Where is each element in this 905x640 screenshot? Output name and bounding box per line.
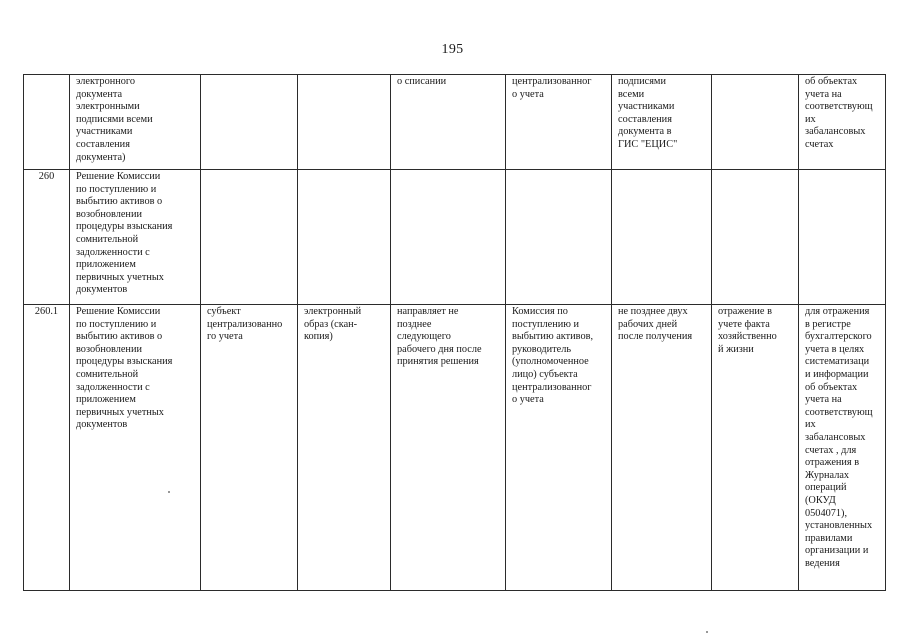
scan-speck (168, 491, 170, 493)
table-cell-col-8 (712, 170, 799, 305)
cell-text-line: направляет не (397, 306, 459, 317)
cell-text-line: следующего (397, 331, 451, 343)
cell-text-line: забалансовых (805, 431, 866, 443)
document-table (23, 74, 886, 591)
table-cell-col-2 (70, 75, 201, 170)
cell-text-line: образ (скан- (304, 318, 358, 330)
cell-text-line: руководитель (512, 343, 572, 355)
cell-text-line: поступлению и (512, 318, 580, 330)
table-cell-col-7 (612, 75, 712, 170)
cell-text-line: участниками (618, 101, 675, 113)
cell-text-line: соответствующ (805, 101, 873, 113)
cell-text-line: (ОКУД (805, 494, 836, 506)
cell-text-line: составления (618, 113, 672, 125)
cell-text-line: составления (76, 138, 130, 150)
cell-text-line: правилами (805, 532, 853, 544)
cell-text-line: принятия решения (397, 356, 479, 368)
table-cell-col-6 (506, 170, 612, 305)
cell-text-line: го учета (207, 331, 243, 343)
cell-text-line: централизованног (512, 381, 592, 393)
cell-text-line: документов (76, 419, 128, 431)
cell-text-line: документа в (618, 126, 672, 138)
cell-text-line: счетах (805, 138, 834, 150)
cell-text-line: выбытию активов о (76, 196, 163, 208)
table-row-continued (24, 75, 886, 170)
cell-text-line: о учета (512, 88, 544, 100)
cell-text-line: сомнительной (76, 233, 139, 245)
cell-text-line: Журналах (805, 469, 850, 481)
cell-text-line: организации и (805, 545, 869, 557)
row-number-cell: 260 (24, 170, 70, 305)
table-cell-col-6 (506, 305, 612, 591)
row-number-cell: 260.1 (24, 305, 70, 591)
table-cell-col-3 (201, 75, 298, 170)
cell-text-line: Решение Комиссии (76, 171, 161, 182)
cell-text-line: учете факта (718, 318, 770, 330)
cell-text-line: отражение в (718, 306, 772, 317)
cell-text-line: возобновлении (76, 343, 142, 355)
cell-text-line: подписями (618, 76, 666, 87)
cell-text-line: по поступлению и (76, 318, 157, 330)
cell-text-line: операций (805, 482, 847, 494)
cell-text-line: документов (76, 284, 128, 296)
cell-text-line: электронного (76, 76, 136, 87)
cell-text-line: их (805, 113, 816, 125)
cell-text-line: 0504071), (805, 507, 848, 519)
table-cell-col-9 (799, 305, 886, 591)
cell-text-line: рабочего дня после (397, 343, 482, 355)
cell-text-line: ведения (805, 557, 840, 569)
cell-text-line: об объектах (805, 76, 858, 87)
cell-text-line: первичных учетных (76, 406, 164, 418)
cell-text-line: приложением (76, 394, 136, 406)
cell-text-line: позднее (397, 318, 432, 330)
cell-text-line: хозяйственно (718, 331, 777, 343)
table-cell-col-5 (391, 305, 506, 591)
cell-text-line: систематизаци (805, 356, 870, 368)
cell-text-line: й жизни (718, 343, 754, 355)
cell-text-line: возобновлении (76, 208, 142, 220)
cell-text-line: установленных (805, 520, 873, 532)
table-cell-col-6 (506, 75, 612, 170)
cell-text-line: бухгалтерского (805, 331, 872, 343)
cell-text-line: участниками (76, 126, 133, 138)
table-cell-col-4 (298, 75, 391, 170)
cell-text-line: Решение Комиссии (76, 306, 161, 317)
cell-text-line: электронными (76, 101, 140, 113)
cell-text-line: всеми (618, 88, 645, 100)
table-row-260 (24, 170, 886, 305)
cell-text-line: документа) (76, 151, 126, 163)
table-cell-col-8 (712, 75, 799, 170)
cell-text-line: учета на (805, 394, 842, 406)
row-number-cell (24, 75, 70, 170)
cell-text-line: по поступлению и (76, 183, 157, 195)
table-body (24, 75, 886, 591)
page-number: 195 (441, 42, 464, 57)
table-cell-col-7 (612, 170, 712, 305)
cell-text-line: не позднее двух (618, 306, 688, 317)
cell-text-line: учета на (805, 88, 842, 100)
cell-text-line: субъект (207, 306, 241, 317)
cell-text-line: лицо) субъекта (512, 368, 578, 380)
cell-text-line: выбытию активов, (512, 331, 594, 343)
cell-text-line: копия) (304, 331, 333, 343)
table-cell-col-7 (612, 305, 712, 591)
cell-text-line: учета в целях (805, 343, 865, 355)
table-cell-col-3 (201, 170, 298, 305)
table-cell-col-9 (799, 170, 886, 305)
cell-text-line: документа (76, 88, 123, 100)
cell-text-line: задолженности с (76, 381, 150, 393)
cell-text-line: забалансовых (805, 126, 866, 138)
table-cell-col-5 (391, 75, 506, 170)
cell-text-line: Комиссия по (512, 306, 568, 317)
table-cell-col-9 (799, 75, 886, 170)
cell-text-line: после получения (618, 331, 693, 343)
table-cell-col-2 (70, 305, 201, 591)
table-cell-col-4 (298, 305, 391, 591)
cell-text-line: отражения в (805, 457, 860, 469)
cell-text-line: подписями всеми (76, 113, 153, 125)
cell-text-line: выбытию активов о (76, 331, 163, 343)
scan-speck (706, 631, 708, 633)
cell-text-line: электронный (304, 306, 362, 317)
table-row-260-1 (24, 305, 886, 591)
cell-text-line: ГИС "ЕЦИС" (618, 138, 678, 150)
cell-text-line: и информации (805, 368, 869, 380)
cell-text-line: задолженности с (76, 246, 150, 258)
cell-text-line: централизованног (512, 76, 592, 87)
cell-text-line: в регистре (805, 318, 851, 330)
table-cell-col-8 (712, 305, 799, 591)
table-cell-col-4 (298, 170, 391, 305)
cell-text-line: рабочих дней (618, 318, 678, 330)
cell-text-line: централизованно (207, 318, 283, 330)
cell-text-line: об объектах (805, 381, 858, 393)
cell-text-line: соответствующ (805, 406, 873, 418)
cell-text-line: процедуры взыскания (76, 221, 173, 233)
cell-text-line: (уполномоченное (512, 356, 589, 368)
cell-text-line: их (805, 419, 816, 431)
cell-text-line: для отражения (805, 306, 870, 317)
table-cell-col-5 (391, 170, 506, 305)
cell-text-line: о списании (397, 76, 447, 87)
table-cell-col-2 (70, 170, 201, 305)
cell-text-line: процедуры взыскания (76, 356, 173, 368)
table-cell-col-3 (201, 305, 298, 591)
cell-text-line: первичных учетных (76, 271, 164, 283)
cell-text-line: счетах , для (805, 444, 857, 456)
cell-text-line: сомнительной (76, 368, 139, 380)
cell-text-line: приложением (76, 259, 136, 271)
cell-text-line: о учета (512, 394, 544, 406)
